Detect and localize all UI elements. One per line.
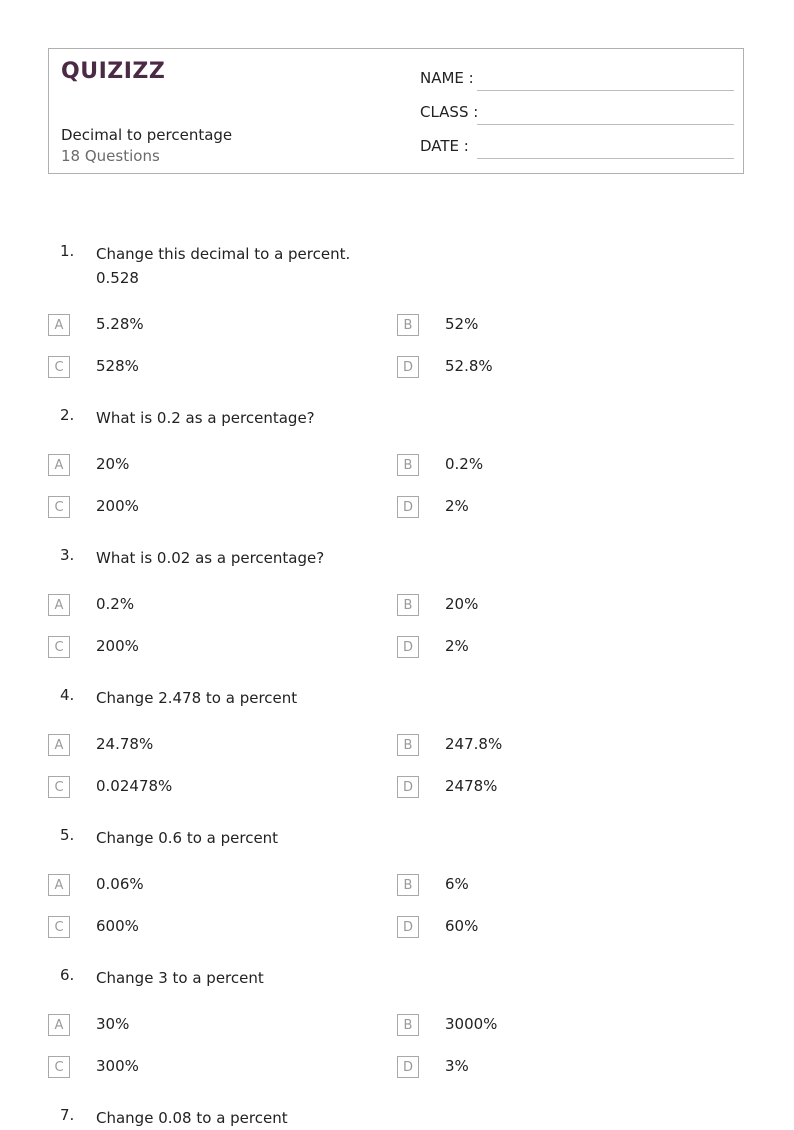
question-number: 5. xyxy=(60,826,75,844)
option-text: 3% xyxy=(445,1057,469,1075)
quizizz-logo: QUIZIZZ xyxy=(61,59,166,84)
question-text: Change 3 to a percent xyxy=(96,969,264,987)
option-letter: D xyxy=(397,636,419,658)
date-label: DATE : xyxy=(420,137,469,155)
option-letter: A xyxy=(48,734,70,756)
question-subtext: 0.528 xyxy=(96,269,139,287)
option-letter: D xyxy=(397,916,419,938)
question-number: 4. xyxy=(60,686,75,704)
question-count: 18 Questions xyxy=(61,147,160,165)
question-text: What is 0.02 as a percentage? xyxy=(96,549,325,567)
worksheet-header xyxy=(48,48,744,174)
date-line[interactable] xyxy=(477,158,734,159)
option-text: 24.78% xyxy=(96,735,154,753)
class-line[interactable] xyxy=(477,124,734,125)
question-number: 6. xyxy=(60,966,75,984)
option-letter: C xyxy=(48,496,70,518)
option-text: 30% xyxy=(96,1015,130,1033)
option-letter: B xyxy=(397,874,419,896)
question-number: 7. xyxy=(60,1106,75,1124)
option-letter: A xyxy=(48,314,70,336)
option-letter: D xyxy=(397,356,419,378)
option-letter: B xyxy=(397,454,419,476)
class-label: CLASS : xyxy=(420,103,479,121)
question-text: Change 2.478 to a percent xyxy=(96,689,298,707)
question-text: Change this decimal to a percent. xyxy=(96,245,351,263)
option-text: 600% xyxy=(96,917,139,935)
question-text: Change 0.6 to a percent xyxy=(96,829,279,847)
worksheet-title: Decimal to percentage xyxy=(61,126,233,144)
option-text: 0.2% xyxy=(445,455,484,473)
option-text: 0.2% xyxy=(96,595,135,613)
option-text: 2478% xyxy=(445,777,498,795)
option-text: 3000% xyxy=(445,1015,498,1033)
question-number: 1. xyxy=(60,242,75,260)
option-text: 20% xyxy=(445,595,479,613)
option-letter: D xyxy=(397,776,419,798)
option-text: 6% xyxy=(445,875,469,893)
option-text: 5.28% xyxy=(96,315,144,333)
option-text: 528% xyxy=(96,357,139,375)
option-letter: D xyxy=(397,1056,419,1078)
option-text: 0.06% xyxy=(96,875,144,893)
name-label: NAME : xyxy=(420,69,474,87)
question-text: Change 0.08 to a percent xyxy=(96,1109,288,1127)
option-letter: C xyxy=(48,916,70,938)
class-field[interactable] xyxy=(420,103,734,125)
name-field[interactable] xyxy=(420,69,734,91)
option-text: 2% xyxy=(445,637,469,655)
option-letter: C xyxy=(48,636,70,658)
option-letter: B xyxy=(397,594,419,616)
option-text: 2% xyxy=(445,497,469,515)
option-letter: C xyxy=(48,356,70,378)
option-text: 200% xyxy=(96,497,139,515)
option-text: 300% xyxy=(96,1057,139,1075)
option-letter: B xyxy=(397,314,419,336)
option-letter: A xyxy=(48,874,70,896)
question-number: 2. xyxy=(60,406,75,424)
option-text: 200% xyxy=(96,637,139,655)
question-number: 3. xyxy=(60,546,75,564)
option-text: 52.8% xyxy=(445,357,493,375)
option-letter: B xyxy=(397,1014,419,1036)
name-line[interactable] xyxy=(477,90,734,91)
option-letter: A xyxy=(48,594,70,616)
option-text: 52% xyxy=(445,315,479,333)
option-text: 0.02478% xyxy=(96,777,173,795)
option-letter: C xyxy=(48,1056,70,1078)
date-field[interactable] xyxy=(420,137,734,159)
option-letter: C xyxy=(48,776,70,798)
option-text: 20% xyxy=(96,455,130,473)
option-letter: B xyxy=(397,734,419,756)
option-letter: A xyxy=(48,1014,70,1036)
option-text: 60% xyxy=(445,917,479,935)
question-text: What is 0.2 as a percentage? xyxy=(96,409,315,427)
option-letter: A xyxy=(48,454,70,476)
option-text: 247.8% xyxy=(445,735,503,753)
option-letter: D xyxy=(397,496,419,518)
